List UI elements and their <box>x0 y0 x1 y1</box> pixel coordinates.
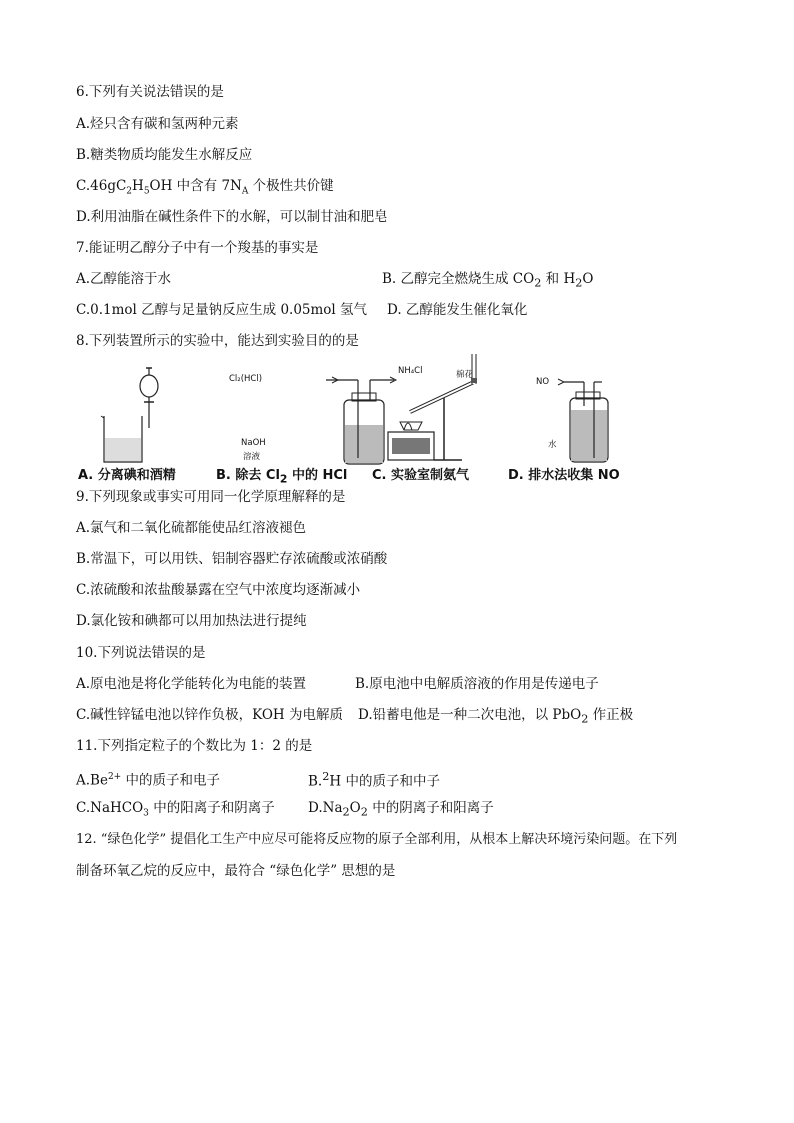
q11-option-d: $D.Na_2O_2$ 中的阴离子和阳离子 <box>308 800 494 819</box>
q9-option-b: B.常温下，可以用铁、铝制容器贮存浓硫酸或浓硝酸 <box>76 551 388 567</box>
q11-option-b: B.$^2$H 中的质子和中子 <box>308 770 440 790</box>
q10-option-b: B.原电池中电解质溶液的作用是传递电子 <box>355 676 599 692</box>
q7-option-c: C.0.1mol 乙醇与足量钠反应生成 0.05mol 氢气 <box>76 302 368 318</box>
q7-option-d: D. 乙醇能发生催化氧化 <box>387 302 528 318</box>
q10-option-d: D.铅蓄电他是一种二次电池，以 PbO$_2$ 作正极 <box>358 707 634 726</box>
q6-option-a: A.烃只含有碳和氢两种元素 <box>76 116 239 132</box>
q10-option-a: A.原电池是将化学能转化为电能的装置 <box>76 676 307 692</box>
q9-option-a: A.氯气和二氧化硫都能使品红溶液褪色 <box>76 520 307 536</box>
label-cotton: 棉花 <box>456 370 474 380</box>
label-nh4cl: NH₄Cl <box>398 366 423 376</box>
q9-stem: 9.下列现象或事实可用同一化学原理解释的是 <box>76 489 346 505</box>
caption-a: A. 分离碘和酒精 <box>78 468 176 483</box>
q11-option-c: C.NaHCO$_3$ 中的阳离子和阴离子 <box>76 800 275 819</box>
q6-option-b: B.糖类物质均能发生水解反应 <box>76 147 253 163</box>
label-water: 水 <box>548 440 557 450</box>
caption-b: B. 除去 $Cl_2$ 中的 HCl <box>216 468 348 486</box>
q12-stem-line2: 制备环氧乙烷的反应中，最符合 “绿色化学” 思想的是 <box>76 863 396 879</box>
q6-stem: 6.下列有关说法错误的是 <box>76 84 224 100</box>
q8-apparatus-figure <box>76 358 636 486</box>
caption-c: C. 实验室制氨气 <box>372 468 470 483</box>
q12-stem-line1: 12. “绿色化学” 提倡化工生产中应尽可能将反应物的原子全部利用，从根本上解决环境污染问题。在下列 <box>76 832 678 847</box>
ammonia-preparation-diagram <box>374 352 504 462</box>
q10-stem: 10.下列说法错误的是 <box>76 645 206 661</box>
q6-option-c: $C.46gC_2H_5OH$ 中含有 $7N_A$ 个极性共价键 <box>76 178 334 197</box>
q7-option-a: A.乙醇能溶于水 <box>76 271 172 287</box>
q8-stem: 8.下列装置所示的实验中，能达到实验目的的是 <box>76 333 359 349</box>
q11-option-a: $A.Be^{2+}$ 中的质子和电子 <box>76 772 221 789</box>
caption-d: D. 排水法收集 NO <box>508 468 620 483</box>
label-cl2-hcl: Cl₂(HCl) <box>229 374 263 384</box>
q9-option-d: D.氯化铵和碘都可以用加热法进行提纯 <box>76 613 307 629</box>
q7-stem: 7.能证明乙醇分子中有一个羧基的事实是 <box>76 240 319 256</box>
q11-stem: 11.下列指定粒子的个数比为 1：2 的是 <box>76 738 313 754</box>
q9-option-c: C.浓硫酸和浓盐酸暴露在空气中浓度均逐渐减小 <box>76 582 361 598</box>
q6-option-d: D.利用油脂在碱性条件下的水解，可以制甘油和肥皂 <box>76 209 388 225</box>
label-naoh: NaOH <box>241 438 266 448</box>
label-solution: 溶液 <box>243 452 261 462</box>
label-no: NO <box>536 377 550 387</box>
q10-option-c: C.碱性锌锰电池以锌作负极，KOH 为电解质 <box>76 707 343 723</box>
separatory-funnel-diagram <box>94 358 184 468</box>
q7-option-b: B. 乙醇完全燃烧生成 $CO_2$ 和 $H_2O$ <box>382 271 594 290</box>
